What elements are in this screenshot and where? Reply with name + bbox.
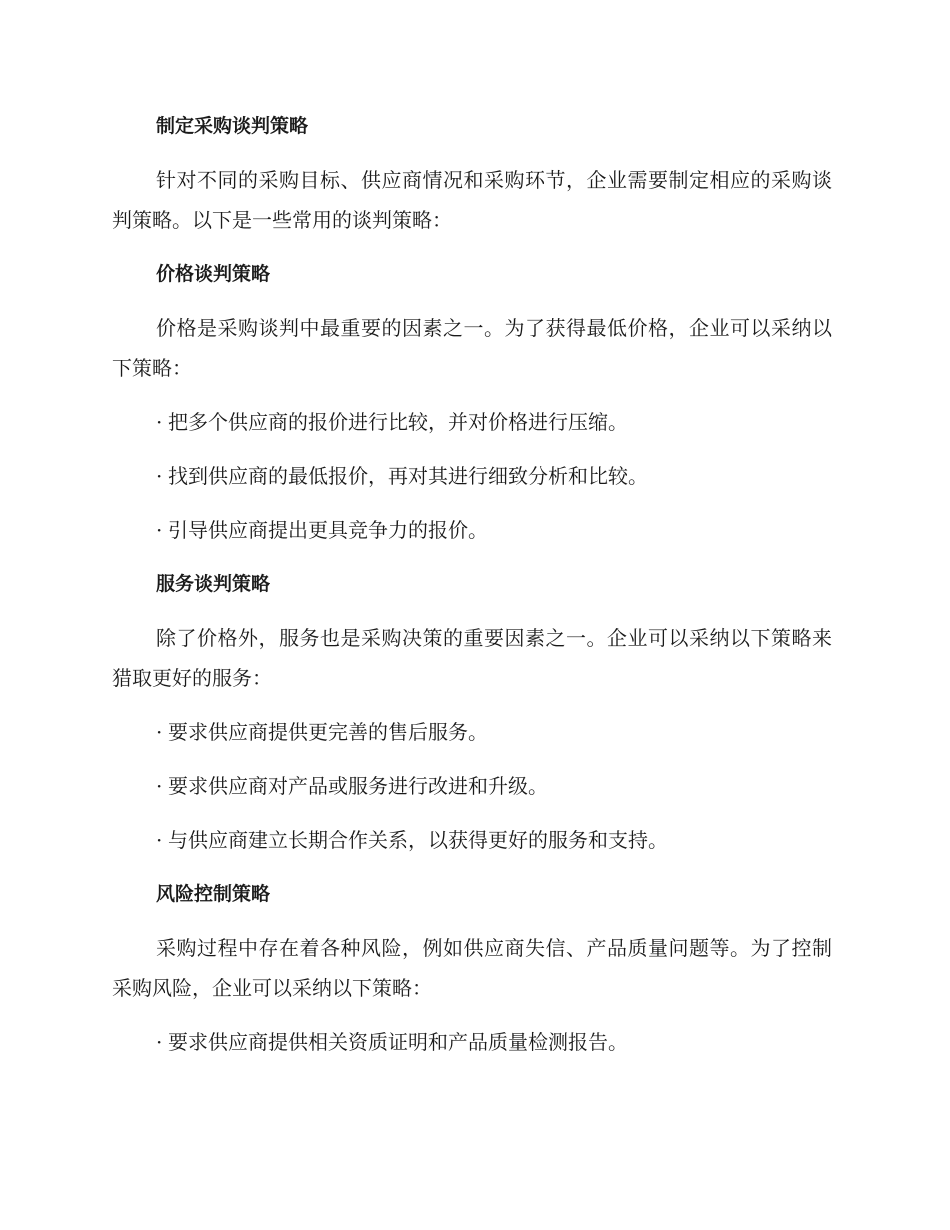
bullet-item [112,1022,832,1062]
bullet-text: 要求供应商提供相关资质证明和产品质量检测报告。 [168,1030,628,1054]
bullet-item [112,456,832,496]
bullet-text: 找到供应商的最低报价，再对其进行细致分析和比较。 [168,464,648,488]
bullet-dot: · [156,1030,163,1054]
section-paragraph: 价格是采购谈判中最重要的因素之一。为了获得最低价格，企业可以采纳以下策略： [112,316,832,380]
bullet-dot: · [156,774,163,798]
bullet-dot: · [156,720,163,744]
bullet-item [112,766,832,806]
bullet-dot: · [156,464,163,488]
bullet-dot: · [156,828,163,852]
bullet-dot: · [156,518,163,542]
document-page [112,106,832,1076]
section-heading: 制定采购谈判策略 [156,115,309,137]
bullet-dot: · [156,410,163,434]
bullet-text: 引导供应商提出更具竞争力的报价。 [168,518,488,542]
section-paragraph: 除了价格外，服务也是采购决策的重要因素之一。企业可以采纳以下策略来猎取更好的服务： [112,626,832,690]
bullet-text: 与供应商建立长期合作关系，以获得更好的服务和支持。 [168,828,668,852]
bullet-item [112,820,832,860]
bullet-text: 把多个供应商的报价进行比较，并对价格进行压缩。 [168,410,628,434]
section-heading: 风险控制策略 [156,883,271,905]
bullet-item [112,712,832,752]
section-heading: 价格谈判策略 [156,263,271,285]
section-paragraph: 针对不同的采购目标、供应商情况和采购环节，企业需要制定相应的采购谈判策略。以下是一些常用的谈判策略： [112,168,832,232]
bullet-item [112,402,832,442]
bullet-item [112,510,832,550]
bullet-text: 要求供应商提供更完善的售后服务。 [168,720,488,744]
bullet-text: 要求供应商对产品或服务进行改进和升级。 [168,774,548,798]
section-heading: 服务谈判策略 [156,573,271,595]
section-paragraph: 采购过程中存在着各种风险，例如供应商失信、产品质量问题等。为了控制采购风险，企业可以采纳以下策略： [112,936,832,1000]
